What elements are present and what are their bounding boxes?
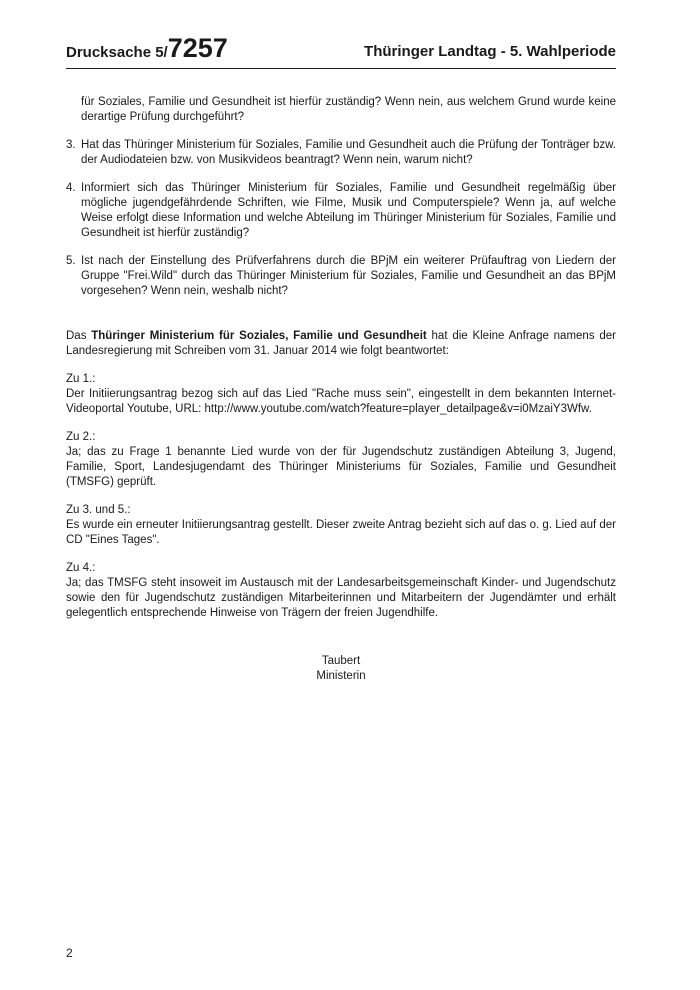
- document-reference: [66, 35, 228, 62]
- drucksache-number: 7257: [167, 33, 228, 63]
- parliament-title: Thüringer Landtag - 5. Wahlperiode: [364, 43, 616, 60]
- answer-introduction: [66, 329, 616, 359]
- document-header: [66, 28, 616, 62]
- question-continuation: für Soziales, Familie und Gesundheit ist hierfür zuständig? Wenn nein, aus welchem Grund wurde keine derartige Prüfung durchgeführt?: [81, 96, 616, 123]
- ministry-name: Thüringer Ministerium für Soziales, Familie und Gesundheit: [91, 330, 427, 342]
- answer-heading: Zu 2.:: [66, 431, 96, 443]
- answer-text: Der Initiierungsantrag bezog sich auf das Lied "Rache muss sein", eingestellt in dem bekannten Internet-Videoportal Youtube, URL: http://www.youtube.com/watch?feature=player_detailpage&v=i0MzaiY3Wfw.: [66, 388, 616, 415]
- question-item: [66, 181, 616, 241]
- page-number: 2: [66, 946, 73, 960]
- drucksache-label: Drucksache 5/: [66, 44, 168, 61]
- question-text: Informiert sich das Thüringer Ministerium für Soziales, Familie und Gesundheit regelmäßig über mögliche jugendgefährdende Schriften, wie Filme, Musik und Computerspiele? Wenn ja, auf welche Weise erfolgt diese Information und welche Abteilung im Thüringer Ministerium für Soziales, Familie und Gesundheit ist hierfür zuständig?: [81, 182, 616, 239]
- question-text: Hat das Thüringer Ministerium für Soziales, Familie und Gesundheit auch die Prüfung der Tonträger bzw. der Audiodateien bzw. von Musikvideos beantragt? Wenn nein, warum nicht?: [81, 139, 616, 166]
- answer-block: [66, 372, 616, 417]
- question-item: [66, 254, 616, 299]
- answer-heading: Zu 3. und 5.:: [66, 504, 131, 516]
- intro-suffix: hat die Kleine Anfrage namens der Landesregierung mit Schreiben vom 31. Januar 2014 wie folgt beantwortet:: [66, 330, 616, 357]
- question-number: 5.: [66, 255, 76, 267]
- signature-block: [66, 654, 616, 684]
- answer-text: Ja; das TMSFG steht insoweit im Austausch mit der Landesarbeitsgemeinschaft Kinder- und Jugendschutz sowie den für Jugendschutz zuständigen Mitarbeiterinnen und Mitarbeitern der Jugendämter und erhält gelegentlich entsprechende Hinweise von Trägern der freien Jugendhilfe.: [66, 577, 616, 619]
- answer-block: [66, 430, 616, 490]
- answer-heading: Zu 4.:: [66, 562, 96, 574]
- question-text: Ist nach der Einstellung des Prüfverfahrens durch die BPjM ein weiterer Prüfauftrag von Liedern der Gruppe "Frei.Wild" durch das Thüringer Ministerium für Soziales, Familie und Gesundheit an das BPjM vorgesehen? Wenn nein, weshalb nicht?: [81, 255, 616, 297]
- question-item: [66, 138, 616, 168]
- document-body: [66, 95, 616, 684]
- signature-title: Ministerin: [316, 670, 366, 682]
- intro-prefix: Das: [66, 330, 92, 342]
- answer-text: Es wurde ein erneuter Initiierungsantrag gestellt. Dieser zweite Antrag bezieht sich auf das o. g. Lied auf der CD "Eines Tages".: [66, 519, 616, 546]
- question-number: 4.: [66, 182, 76, 194]
- header-divider: [66, 68, 616, 69]
- answer-text: Ja; das zu Frage 1 benannte Lied wurde von der für Jugendschutz zuständigen Abteilung 3, Jugend, Familie, Sport, Landesjugendamt des Thüringer Ministeriums für Soziales, Familie und Gesundheit (TMSFG) geprüft.: [66, 446, 616, 488]
- answer-block: [66, 503, 616, 548]
- answer-block: [66, 561, 616, 621]
- question-number: 3.: [66, 139, 76, 151]
- signature-name: Taubert: [321, 655, 361, 667]
- answer-heading: Zu 1.:: [66, 373, 96, 385]
